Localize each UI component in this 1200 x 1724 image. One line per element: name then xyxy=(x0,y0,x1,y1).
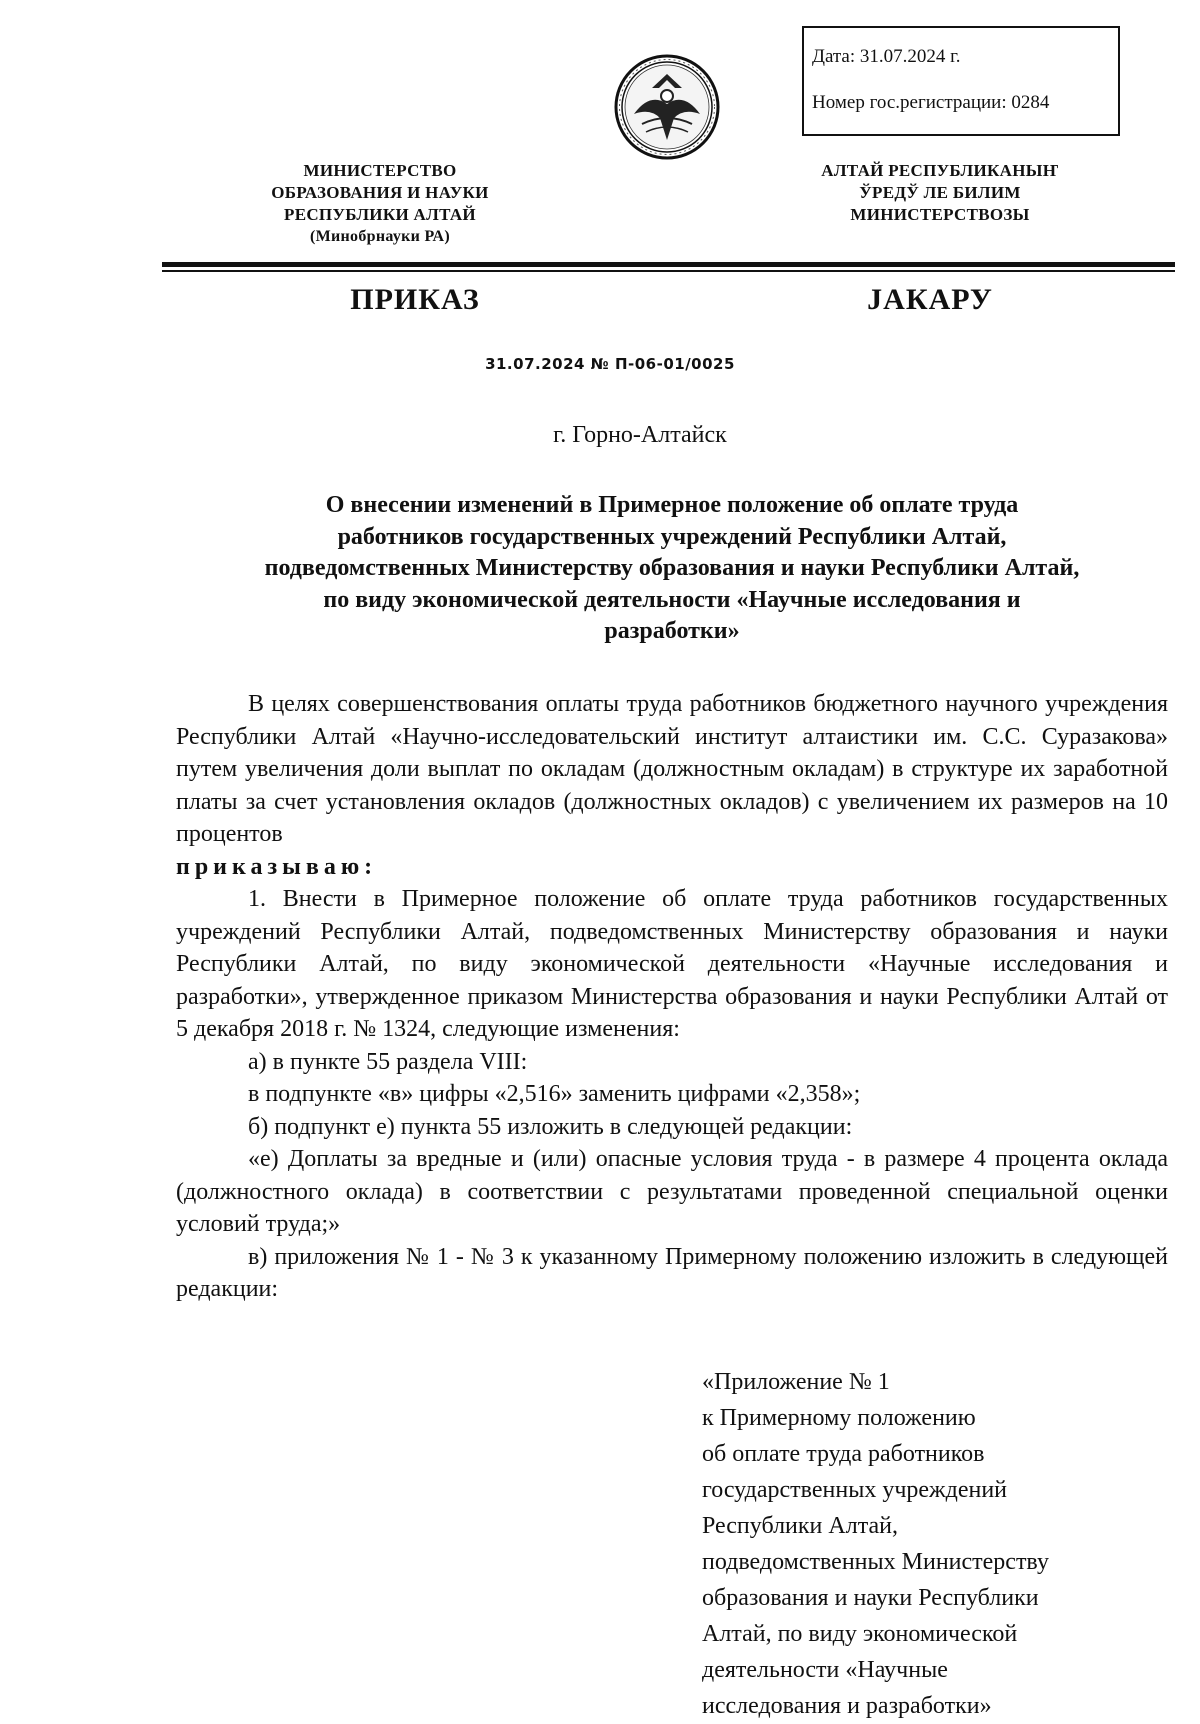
ministry-header-alt xyxy=(780,160,1100,226)
document-title-line: работников государственных учреждений Республики Алтай, xyxy=(337,523,1007,550)
header-divider-thin xyxy=(162,270,1175,272)
registration-date-label: Дата: xyxy=(812,46,856,67)
ministry-ru-line: МИНИСТЕРСТВО xyxy=(303,161,457,180)
appendix-line: «Приложение № 1 xyxy=(702,1369,890,1395)
document-title-line: по виду экономической деятельности «Научные исследования и xyxy=(323,586,1021,613)
appendix-line: к Примерному положению xyxy=(702,1405,976,1431)
order-title-ru: ПРИКАЗ xyxy=(350,283,480,316)
ministry-header-ru xyxy=(215,160,545,248)
ministry-alt-line: МИНИСТЕРСТВОЗЫ xyxy=(850,205,1030,224)
document-body xyxy=(176,688,1168,1306)
item-c-paragraph: в) приложения № 1 - № 3 к указанному Примерному положению изложить в следующей редакции: xyxy=(176,1243,1168,1302)
ministry-ru-line: РЕСПУБЛИКИ АЛТАЙ xyxy=(284,205,476,224)
ministry-alt-line: АЛТАЙ РЕСПУБЛИКАНЫҤ xyxy=(821,161,1059,180)
order-word xyxy=(176,851,1168,884)
registration-box xyxy=(802,26,1120,136)
order-date-number: 31.07.2024 № П-06-01/0025 xyxy=(485,355,735,373)
appendix-line: образования и науки Республики xyxy=(702,1585,1039,1611)
appendix-line: исследования и разработки» xyxy=(702,1693,992,1719)
document-title-line: разработки» xyxy=(604,618,740,644)
appendix-line: об оплате труда работников xyxy=(702,1441,985,1467)
item-a-sub-paragraph: в подпункте «в» цифры «2,516» заменить цифрами «2,358»; xyxy=(248,1081,861,1107)
appendix-line: деятельности «Научные xyxy=(702,1657,948,1683)
ministry-ru-line: ОБРАЗОВАНИЯ И НАУКИ xyxy=(271,183,489,202)
item-b-paragraph: б) подпункт е) пункта 55 изложить в следующей редакции: xyxy=(248,1113,853,1140)
appendix-line: подведомственных Министерству xyxy=(702,1549,1049,1575)
registration-number xyxy=(812,80,1118,126)
document-title-line: подведомственных Министерству образования и науки Республики Алтай, xyxy=(264,555,1080,581)
republic-altai-emblem-icon xyxy=(612,52,722,162)
document-title xyxy=(172,490,1172,648)
registration-number-label: Номер гос.регистрации: xyxy=(812,92,1007,113)
order-word-text: приказываю: xyxy=(176,853,378,880)
preamble-paragraph: В целях совершенствования оплаты труда работников бюджетного научного учреждения Республики Алтай «Научно-исследовательский институт алтаистики им. С.С. Суразакова» путем увеличения доли выплат по окладам (должностным окладам) в структуре их заработной платы за счет установления окладов (должностных окладов) с увеличением их размеров на 10 процентов xyxy=(176,691,1168,847)
appendix-line: Алтай, по виду экономической xyxy=(702,1621,1018,1647)
order-title-alt: JАКАРУ xyxy=(867,283,993,316)
order-city: г. Горно-Алтайск xyxy=(553,422,727,448)
ministry-ru-short-name: (Минобрнауки РА) xyxy=(309,228,451,245)
ministry-alt-line: ЎРЕДЎ ЛЕ БИЛИМ xyxy=(859,183,1021,202)
registration-date xyxy=(812,34,1118,80)
appendix-heading xyxy=(702,1364,1162,1724)
item-b-text-paragraph: «е) Доплаты за вредные и (или) опасные условия труда - в размере 4 процента оклада (должностного оклада) в соответствии с результатами проведенной специальной оценки условий труда;» xyxy=(176,1146,1168,1237)
item-a-paragraph: а) в пункте 55 раздела VIII: xyxy=(248,1048,528,1075)
document-title-line: О внесении изменений в Примерное положение об оплате труда xyxy=(325,492,1019,518)
appendix-line: Республики Алтай, xyxy=(702,1513,898,1539)
registration-number-value: 0284 xyxy=(1011,92,1050,113)
item-1-paragraph: 1. Внести в Примерное положение об оплате труда работников государственных учреждений Республики Алтай, подведомственных Министерству образования и науки Республики Алтай, по виду экономической деятельности «Научные исследования и разработки», утвержденное приказом Министерства образования и науки Республики Алтай от 5 декабря 2018 г. № 1324, следующие изменения: xyxy=(176,886,1168,1042)
appendix-line: государственных учреждений xyxy=(702,1477,1008,1503)
registration-date-value: 31.07.2024 г. xyxy=(859,46,961,67)
header-divider-thick xyxy=(162,262,1175,267)
